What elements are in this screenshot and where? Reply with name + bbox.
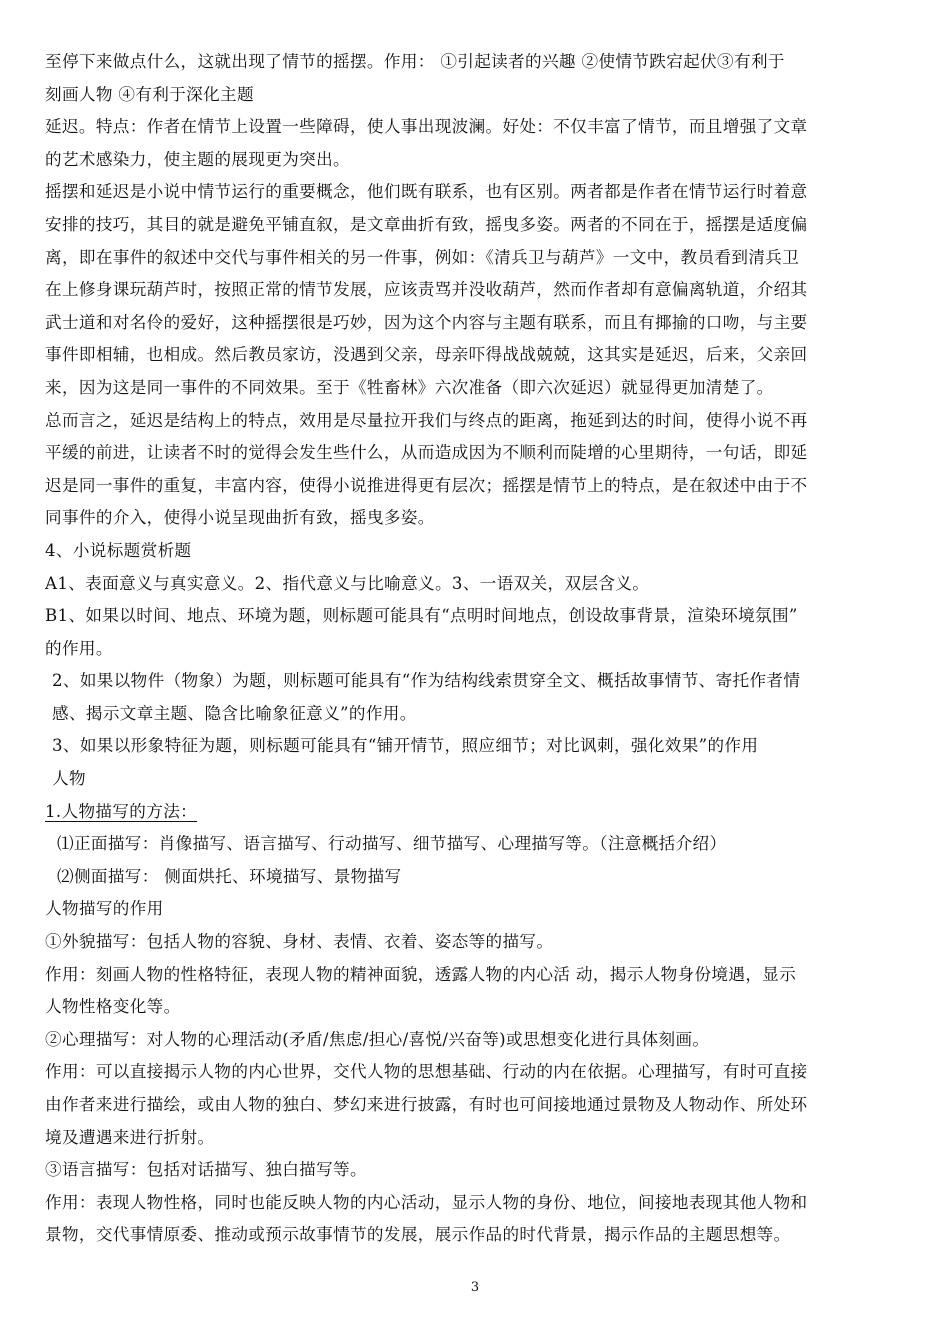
text-line: ②心理描写：对人物的心理活动(矛盾/焦虑/担心/喜悦/兴奋等)或思想变化进行具体刻画。 xyxy=(45,1029,710,1049)
text-line: 3、如果以形象特征为题，则标题可能具有“铺开情节，照应细节；对比讽刺，强化效果”的作用 xyxy=(52,736,759,756)
text-line: 刻画人物 ④有利于深化主题 xyxy=(45,84,254,104)
text-line: 的作用。 xyxy=(45,638,113,658)
heading-title-analysis xyxy=(45,535,907,568)
heading-character-methods xyxy=(45,796,907,829)
text-line: A1、表面意义与真实意义。2、指代意义与比喻意义。3、一语双关，双层含义。 xyxy=(45,573,650,593)
list-item-psychology xyxy=(45,1024,907,1057)
list-item-language xyxy=(45,1154,907,1187)
text-line: 的艺术感染力，使主题的展现更为突出。 xyxy=(45,149,350,169)
text-line: 离，即在事件的叙述中交代与事件相关的另一件事，例如：《清兵卫与葫芦》一文中，教员看到清兵卫 xyxy=(45,247,800,267)
paragraph-summary xyxy=(45,405,907,535)
text-line: 由作者来进行描绘，或由人物的独白、梦幻来进行披露，有时也可间接地通过景物及人物动作、所处环 xyxy=(45,1095,808,1114)
list-item-b2 xyxy=(45,665,907,730)
text-line: 平缓的前进，让读者不时的觉得会发生些什么，从而造成因为不顺利而陡增的心里期待，一句话，即延 xyxy=(45,443,808,463)
paragraph-delay-definition xyxy=(45,111,907,176)
text-line: 总而言之，延迟是结构上的特点，效用是尽量拉开我们与终点的距离，拖延到达的时间，使得小说不再 xyxy=(45,410,808,430)
list-item-indirect-description xyxy=(45,861,907,894)
text-line: 同事件的介入，使得小说呈现曲折有致，摇曳多姿。 xyxy=(45,508,435,528)
text-line: ⑴正面描写：肖像描写、语言描写、行动描写、细节描写、心理描写等。（注意概括介绍） xyxy=(57,834,727,854)
text-line: ①外貌描写：包括人物的容貌、身材、表情、衣着、姿态等的描写。 xyxy=(45,932,554,952)
paragraph-swing-vs-delay xyxy=(45,176,907,404)
text-line: 4、小说标题赏析题 xyxy=(45,540,192,560)
text-line: 至停下来做点什么，这就出现了情节的摇摆。作用： ①引起读者的兴趣 ②使情节跌宕起伏③有利于 xyxy=(45,52,785,71)
text-line: 人物描写的作用 xyxy=(45,899,164,919)
list-item-b1 xyxy=(45,600,907,665)
text-line: 人物性格变化等。 xyxy=(45,997,181,1017)
text-line: 作用：刻画人物的性格特征，表现人物的精神面貌，透露人物的内心活 动，揭示人物身份境遇，显示 xyxy=(45,964,797,984)
document-body xyxy=(45,46,907,1252)
list-item-b3 xyxy=(45,730,907,795)
list-item-appearance xyxy=(45,926,907,959)
paragraph-psychology-effect xyxy=(45,1056,907,1154)
text-line: 境及遭遇来进行折射。 xyxy=(45,1127,215,1147)
text-line: 来，因为这是同一事件的不同效果。至于《牲畜林》六次准备（即六次延迟）就显得更加清楚了。 xyxy=(45,377,774,397)
paragraph-language-effect xyxy=(45,1187,907,1252)
text-line: 作用：可以直接揭示人物的内心世界，交代人物的思想基础、行动的内在依据。心理描写，有时可直接 xyxy=(45,1062,808,1082)
list-item-a1 xyxy=(45,568,907,601)
text-line: 武士道和对名伶的爱好，这种摇摆很是巧妙，因为这个内容与主题有联系，而且有揶揄的口吻，与主要 xyxy=(45,312,808,332)
text-line: 摇摆和延迟是小说中情节运行的重要概念，他们既有联系，也有区别。两者都是作者在情节运行时着意 xyxy=(45,182,808,202)
text-line: 迟是同一事件的重复，丰富内容，使得小说推进得更有层次；摇摆是情节上的特点，是在叙述中由于不 xyxy=(45,475,808,495)
text-line: 2、如果以物件（物象）为题，则标题可能具有“作为结构线索贯穿全文、概括故事情节、寄托作者情 xyxy=(52,671,801,691)
text-line: 作用：表现人物性格，同时也能反映人物的内心活动，显示人物的身份、地位，间接地表现其他人物和 xyxy=(45,1192,808,1212)
text-line: 感、揭示文章主题、隐含比喻象征意义”的作用。 xyxy=(52,703,417,723)
paragraph-appearance-effect xyxy=(45,959,907,1024)
paragraph-swing-effect xyxy=(45,46,907,111)
list-item-direct-description xyxy=(45,828,907,861)
heading-character-function xyxy=(45,893,907,926)
text-line: 1.人物描写的方法： xyxy=(45,801,198,821)
text-line: 事件即相辅，也相成。然后教员家访，没遇到父亲，母亲吓得战战兢兢，这其实是延迟，后来，父亲回 xyxy=(45,345,808,365)
text-line: 景物，交代事情原委、推动或预示故事情节的发展，展示作品的时代背景，揭示作品的主题思想等。 xyxy=(45,1225,791,1245)
text-line: ③语言描写：包括对话描写、独白描写等。 xyxy=(45,1160,367,1180)
text-line: 人物 xyxy=(52,769,86,789)
text-line: 延迟。特点：作者在情节上设置一些障碍，使人事出现波澜。好处：不仅丰富了情节，而且增强了文章 xyxy=(45,117,808,137)
text-line: ⑵侧面描写： 侧面烘托、环境描写、景物描写 xyxy=(57,866,402,886)
text-line: 安排的技巧，其目的就是避免平铺直叙，是文章曲折有致，摇曳多姿。两者的不同在于，摇摆是适度偏 xyxy=(45,214,808,234)
text-line: 在上修身课玩葫芦时，按照正常的情节发展，应该责骂并没收葫芦，然而作者却有意偏离轨道，介绍其 xyxy=(45,280,808,300)
page-number: 3 xyxy=(470,1280,480,1295)
text-line: B1、如果以时间、地点、环境为题，则标题可能具有“点明时间地点，创设故事背景，渲染环境氛围” xyxy=(45,606,798,626)
